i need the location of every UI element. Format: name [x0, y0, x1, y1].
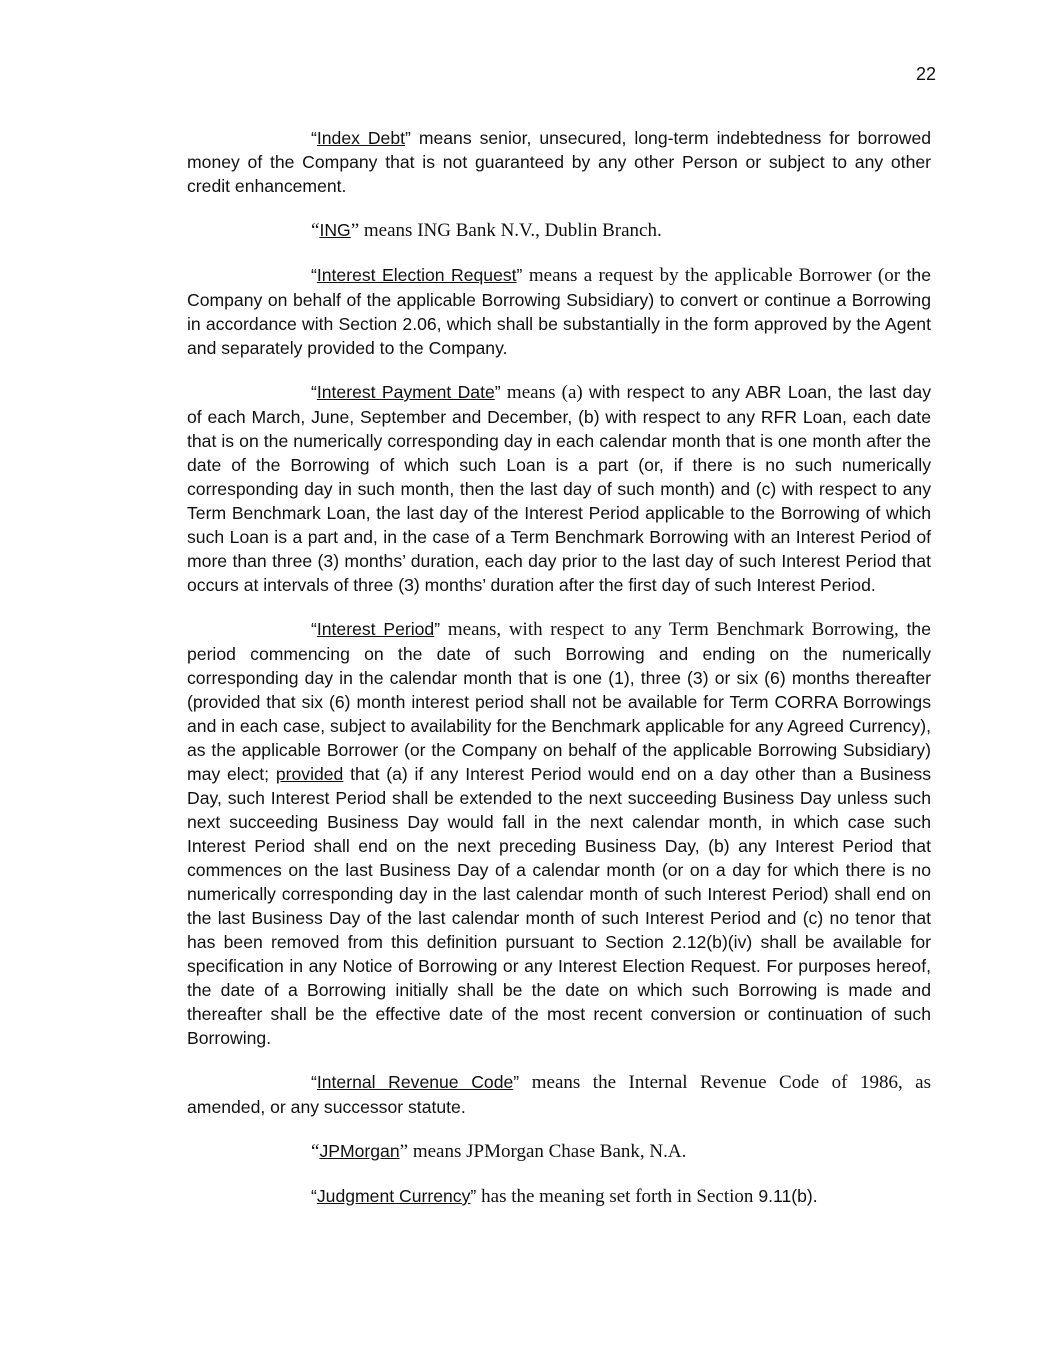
defined-term: Judgment Currency — [316, 1186, 471, 1206]
defined-term: Interest Period — [316, 619, 435, 639]
definitions-list — [187, 126, 931, 1229]
defined-term: Interest Election Request — [316, 265, 517, 285]
definition-jpmorgan: “JPMorgan” means JPMorgan Chase Bank, N.A. — [311, 1141, 687, 1162]
definition-ing: “ING” means ING Bank N.V., Dublin Branch. — [311, 220, 662, 241]
defined-term: Internal Revenue Code — [316, 1072, 514, 1092]
page-number: 22 — [915, 64, 936, 84]
definition-judgment-currency: “Judgment Currency” has the meaning set forth in Section 9.11(b). — [311, 1186, 818, 1207]
definition-index-debt: “Index Debt” means senior, unsecured, long-term indebtedness for borrowed money of the Company that is not guaranteed by any other Person or subject to any other credit enhancement. — [187, 128, 932, 196]
definition-internal-revenue-code: “Internal Revenue Code” means the Internal Revenue Code of 1986, as amended, or any successor statute. — [187, 1072, 932, 1117]
defined-term: JPMorgan — [319, 1141, 400, 1161]
provided-word: provided — [275, 764, 344, 784]
defined-term: ING — [319, 220, 351, 240]
definition-interest-period: “Interest Period” means, with respect to any Term Benchmark Borrowing, the period commencing on the date of such Borrowing and ending on the numerically corresponding day in the calendar month that is one (1), three (3) or six (6) months thereafter (provided that six (6) month interest period shall not be available for Term CORRA Borrowings and in each case, subject to availability for the Benchmark applicable for any Agreed Currency), as the applicable Borrower (or the Company on behalf of the applicable Borrowing Subsidiary) may elect; provided that (a) if any Interest Period would end on a day other than a Business Day, such Interest Period shall be extended to the next succeeding Business Day unless such next succeeding Business Day would fall in the next calendar month, in which case such Interest Period shall end on the next preceding Business Day, (b) any Interest Period that commences on the last Business Day of a calendar month (or on a day for which there is no numerically corresponding day in the last calendar month of such Interest Period) shall end on the last Business Day of the last calendar month of such Interest Period and (c) no tenor that has been removed from this definition pursuant to Section 2.12(b)(iv) shall be available for specification in any Notice of Borrowing or any Interest Election Request. For purposes hereof, the date of a Borrowing initially shall be the date on which such Borrowing is made and thereafter shall be the effective date of the most recent conversion or continuation of such Borrowing. — [187, 619, 932, 1048]
defined-term: Interest Payment Date — [316, 382, 495, 402]
definition-interest-election-request: “Interest Election Request” means a request by the applicable Borrower (or the Company on behalf of the applicable Borrowing Subsidiary) to convert or continue a Borrowing in accordance with Section 2.06, which shall be substantially in the form approved by the Agent and separately provided to the Company. — [187, 265, 932, 358]
definition-interest-payment-date: “Interest Payment Date” means (a) with respect to any ABR Loan, the last day of each March, June, September and December, (b) with respect to any RFR Loan, each date that is on the numerically corresponding day in each calendar month that is one month after the date of the Borrowing of which such Loan is a part (or, if there is no such numerically corresponding day in such month, then the last day of such month) and (c) with respect to any Term Benchmark Loan, the last day of the Interest Period applicable to the Borrowing of which such Loan is a part and, in the case of a Term Benchmark Borrowing with an Interest Period of more than three (3) months’ duration, each day prior to the last day of such Interest Period that occurs at intervals of three (3) months’ duration after the first day of such Interest Period. — [187, 382, 931, 595]
defined-term: Index Debt — [316, 128, 406, 148]
